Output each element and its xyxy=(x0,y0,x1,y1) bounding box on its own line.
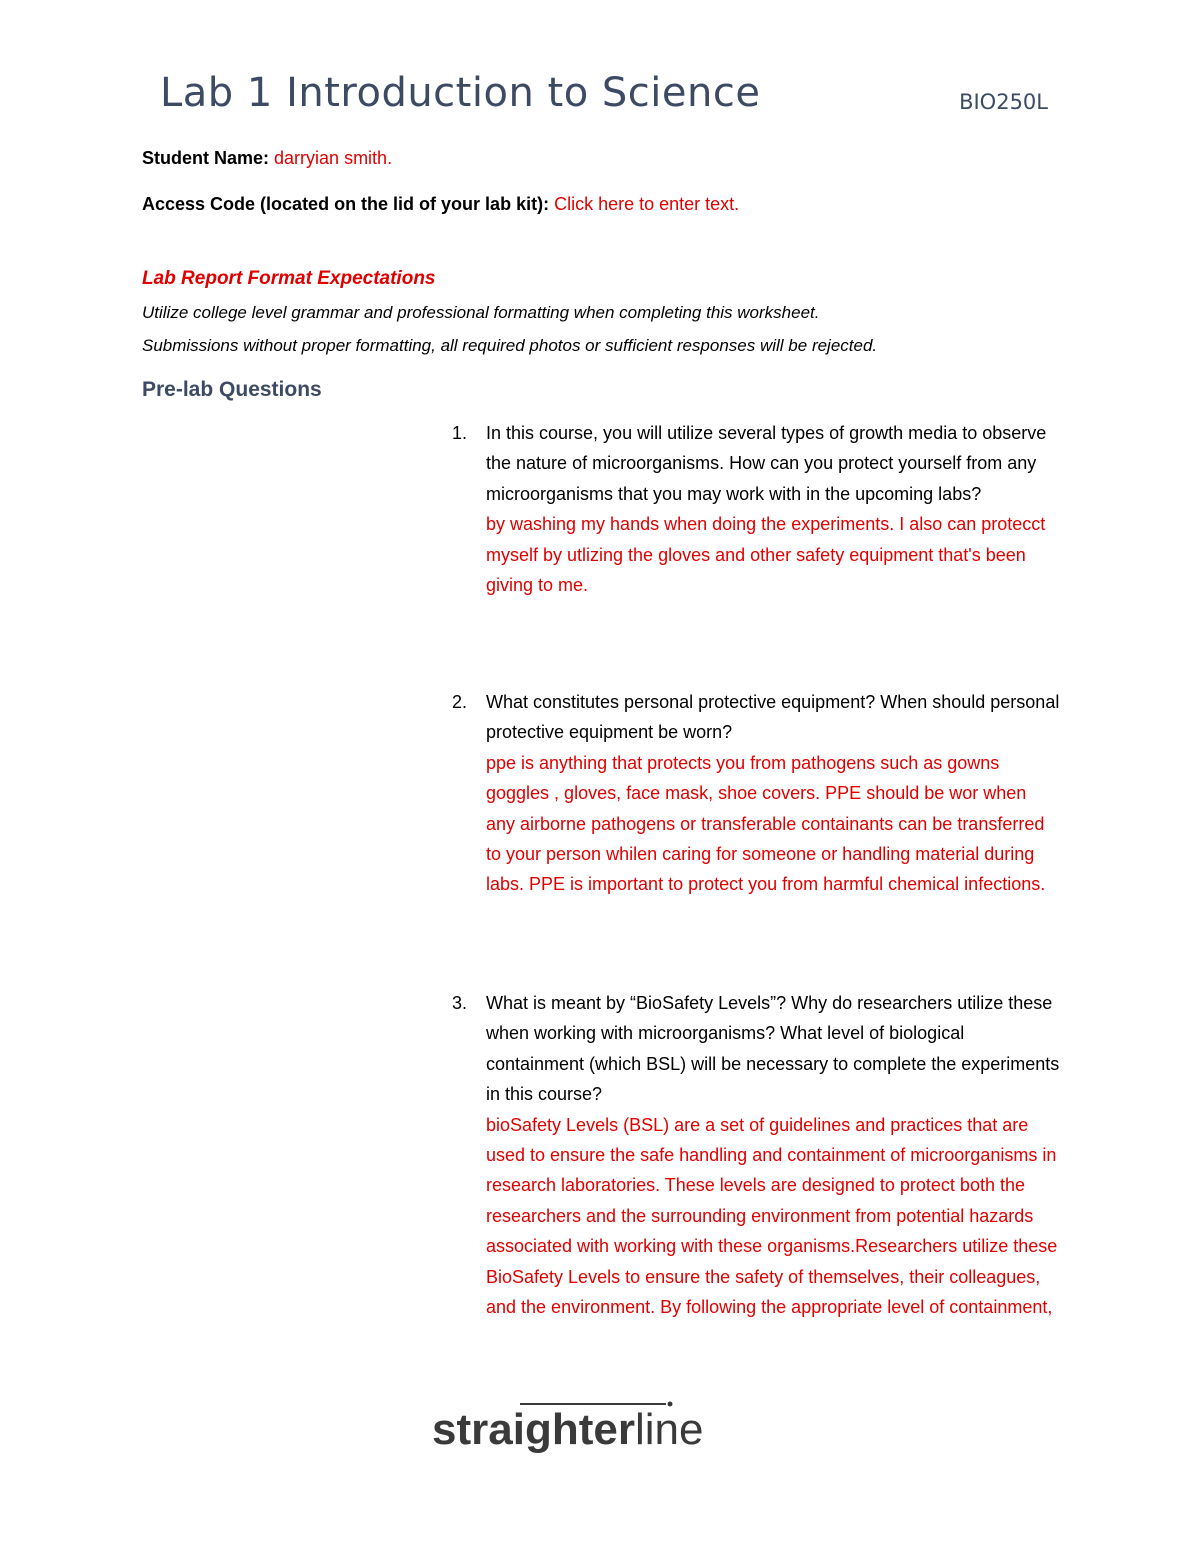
prelab-heading: Pre-lab Questions xyxy=(142,378,322,401)
format-expectations-heading: Lab Report Format Expectations xyxy=(142,268,436,289)
course-code: BIO250L xyxy=(959,90,1048,114)
document-title: Lab 1 Introduction to Science xyxy=(160,70,761,116)
question-text: In this course, you will utilize several types of growth media to observe the nature of microorganisms. How can you protect yourself from any microorganisms that you may work with in the upcoming labs? xyxy=(486,423,1047,504)
question-number: 3. xyxy=(452,993,468,1013)
logo-graphic xyxy=(430,1400,760,1460)
logo-text xyxy=(432,1405,703,1454)
student-name-label: Student Name: xyxy=(142,148,270,168)
answer-text[interactable]: by washing my hands when doing the experiments. I also can protecct myself by utlizing the gloves and other safety equipment that's been giving to me. xyxy=(486,514,1046,596)
question-item-2 xyxy=(440,687,1060,900)
answer-text[interactable]: bioSafety Levels (BSL) are a set of guidelines and practices that are used to ensure the safe handling and containment of microorganisms in research laboratories. These levels are designed to protect both the researchers and the surrounding environment from potential hazards associated with working with these organisms.Researchers utilize these BioSafety Levels to ensure the safety of themselves, their colleagues, and the environment. By following the appropriate level of containment, xyxy=(486,1114,1058,1318)
format-expectation-line-2: Submissions without proper formatting, all required photos or sufficient responses will be rejected. xyxy=(142,336,878,355)
format-expectation-line-1: Utilize college level grammar and professional formatting when completing this worksheet. xyxy=(142,303,820,322)
question-number: 1. xyxy=(452,423,468,443)
access-code-label: Access Code (located on the lid of your lab kit): xyxy=(142,194,550,214)
access-code-field[interactable]: Click here to enter text. xyxy=(554,194,740,214)
student-name-row xyxy=(142,148,392,169)
access-code-row xyxy=(142,194,739,215)
question-item-1 xyxy=(440,418,1060,600)
question-item-3 xyxy=(440,988,1060,1322)
question-text: What constitutes personal protective equipment? When should personal protective equipment be worn? xyxy=(486,692,1060,743)
straighterline-logo xyxy=(430,1400,760,1460)
student-name-value[interactable]: darryian smith. xyxy=(274,148,393,168)
logo-text-bold: straighter xyxy=(432,1405,635,1454)
question-text: What is meant by “BioSafety Levels”? Why do researchers utilize these when working with microorganisms? What level of biological containment (which BSL) will be necessary to complete the experiments in this course? xyxy=(486,993,1060,1105)
answer-text[interactable]: ppe is anything that protects you from pathogens such as gowns goggles , gloves, face mask, shoe covers. PPE should be wor when any airborne pathogens or transferable containants can be transferred to your person whilen caring for someone or handling material during labs. PPE is important to protect you from harmful chemical infections. xyxy=(486,752,1046,895)
logo-text-light: line xyxy=(634,1405,704,1454)
question-number: 2. xyxy=(452,692,468,712)
